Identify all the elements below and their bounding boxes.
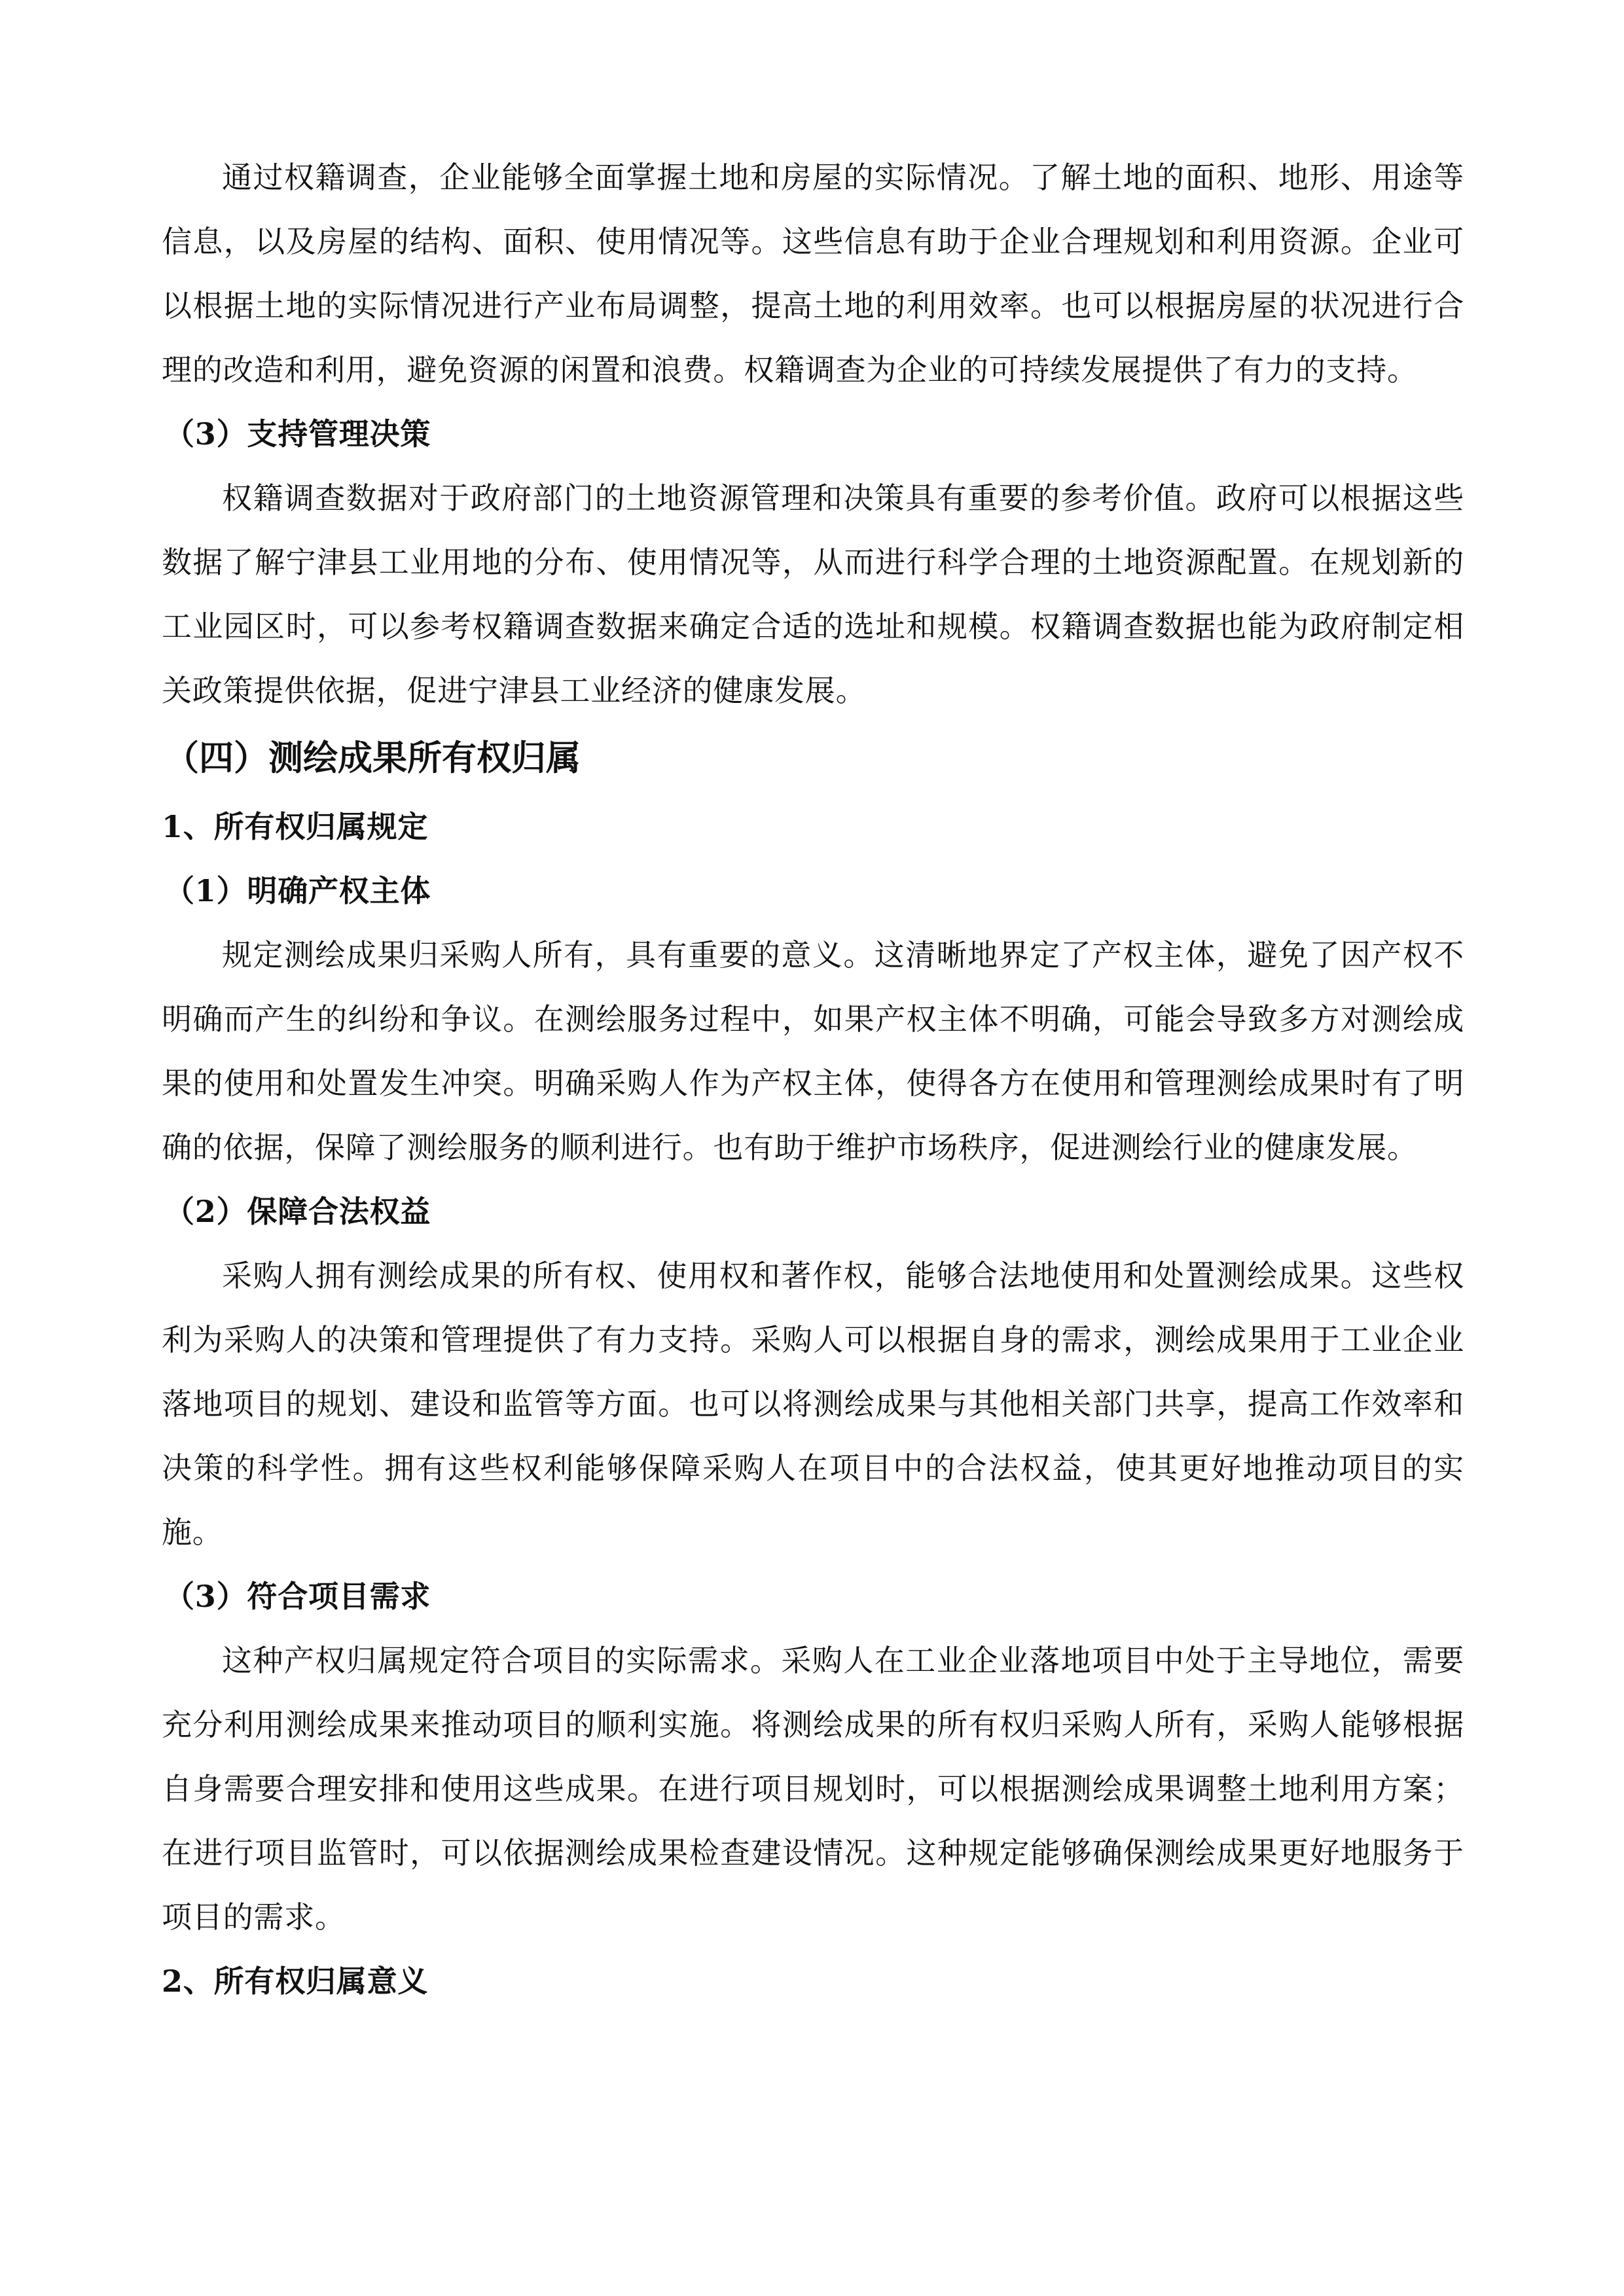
page-content (162, 145, 1464, 2013)
heading-section-four: （四）测绘成果所有权归属 (164, 738, 581, 778)
paragraph-clear-subject: 规定测绘成果归采购人所有，具有重要的意义。这清晰地界定了产权主体，避免了因产权不明确而产生的纠纷和争议。在测绘服务过程中，如果产权主体不明确，可能会导致多方对测绘成果的使用和处置发生冲突。明确采购人作为产权主体，使得各方在使用和管理测绘成果时有了明确的依据，保障了测绘服务的顺利进行。也有助于维护市场秩序，促进测绘行业的健康发展。 (162, 937, 1464, 1165)
heading-support-decision: （3）支持管理决策 (164, 416, 431, 452)
heading-meet-needs: （3）符合项目需求 (164, 1579, 431, 1614)
paragraph-resource-planning: 通过权籍调查，企业能够全面掌握土地和房屋的实际情况。了解土地的面积、地形、用途等信息，以及房屋的结构、面积、使用情况等。这些信息有助于企业合理规划和利用资源。企业可以根据土地的实际情况进行产业布局调整，提高土地的利用效率。也可以根据房屋的状况进行合理的改造和利用，避免资源的闲置和浪费。权籍调查为企业的可持续发展提供了有力的支持。 (162, 160, 1464, 387)
paragraph-protect-rights: 采购人拥有测绘成果的所有权、使用权和著作权，能够合法地使用和处置测绘成果。这些权利为采购人的决策和管理提供了有力支持。采购人可以根据自身的需求，测绘成果用于工业企业落地项目的规划、建设和监管等方面。也可以将测绘成果与其他相关部门共享，提高工作效率和决策的科学性。拥有这些权利能够保障采购人在项目中的合法权益，使其更好地推动项目的实施。 (162, 1258, 1464, 1550)
heading-protect-rights: （2）保障合法权益 (164, 1194, 431, 1229)
paragraph-meet-needs: 这种产权归属规定符合项目的实际需求。采购人在工业企业落地项目中处于主导地位，需要充分利用测绘成果来推动项目的顺利实施。将测绘成果的所有权归采购人所有，采购人能够根据自身需要合理安排和使用这些成果。在进行项目规划时，可以根据测绘成果调整土地利用方案；在进行项目监管时，可以依据测绘成果检查建设情况。这种规定能够确保测绘成果更好地服务于项目的需求。 (162, 1643, 1464, 1935)
heading-clear-subject: （1）明确产权主体 (164, 873, 431, 908)
heading-ownership-rules: 1、所有权归属规定 (162, 809, 429, 844)
heading-ownership-meaning: 2、所有权归属意义 (162, 1964, 429, 1999)
paragraph-government-decision: 权籍调查数据对于政府部门的土地资源管理和决策具有重要的参考价值。政府可以根据这些数据了解宁津县工业用地的分布、使用情况等，从而进行科学合理的土地资源配置。在规划新的工业园区时，可以参考权籍调查数据来确定合适的选址和规模。权籍调查数据也能为政府制定相关政策提供依据，促进宁津县工业经济的健康发展。 (162, 480, 1464, 708)
